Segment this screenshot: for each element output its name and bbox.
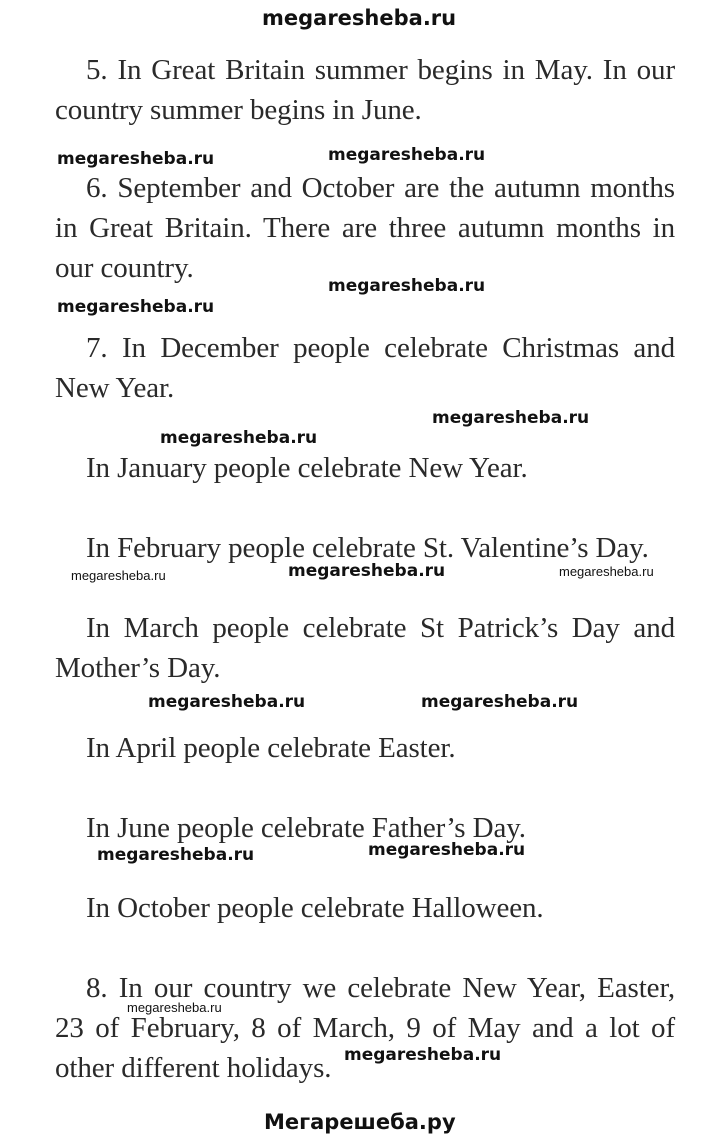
watermark: megaresheba.ru: [97, 845, 255, 865]
watermark: megaresheba.ru: [57, 149, 215, 169]
watermark: megaresheba.ru: [148, 692, 306, 712]
answer-paragraph-7: 7. In December people celebrate Christmas and New Year.: [55, 332, 675, 404]
answer-paragraph-5: 5. In Great Britain summer begins in May. In our country summer begins in June.: [55, 54, 675, 126]
holiday-april: In April people celebrate Easter.: [86, 732, 456, 764]
watermark: megaresheba.ru: [344, 1045, 502, 1065]
holiday-june: In June people celebrate Father’s Day.: [86, 812, 526, 844]
watermark: megaresheba.ru: [368, 840, 526, 860]
watermark: megaresheba.ru: [71, 568, 166, 583]
header-watermark: megaresheba.ru: [262, 6, 457, 30]
holiday-february: In February people celebrate St. Valentine’s Day.: [86, 532, 649, 564]
watermark: megaresheba.ru: [328, 276, 486, 296]
answer-paragraph-8: 8. In our country we celebrate New Year, Easter, 23 of February, 8 of March, 9 of May and a lot of other different holidays.: [55, 972, 675, 1084]
watermark: megaresheba.ru: [421, 692, 579, 712]
answer-paragraph-6: 6. September and October are the autumn months in Great Britain. There are three autumn months in our country.: [55, 172, 675, 284]
watermark: megaresheba.ru: [160, 428, 318, 448]
watermark: megaresheba.ru: [432, 408, 590, 428]
watermark: megaresheba.ru: [328, 145, 486, 165]
footer-watermark: Мегарешеба.ру: [264, 1110, 456, 1134]
watermark: megaresheba.ru: [127, 1000, 222, 1015]
holiday-march: In March people celebrate St Patrick’s Day and Mother’s Day.: [55, 612, 675, 684]
holiday-january: In January people celebrate New Year.: [86, 452, 528, 484]
holiday-october: In October people celebrate Halloween.: [86, 892, 544, 924]
watermark: megaresheba.ru: [57, 297, 215, 317]
watermark: megaresheba.ru: [559, 564, 654, 579]
watermark: megaresheba.ru: [288, 561, 446, 581]
